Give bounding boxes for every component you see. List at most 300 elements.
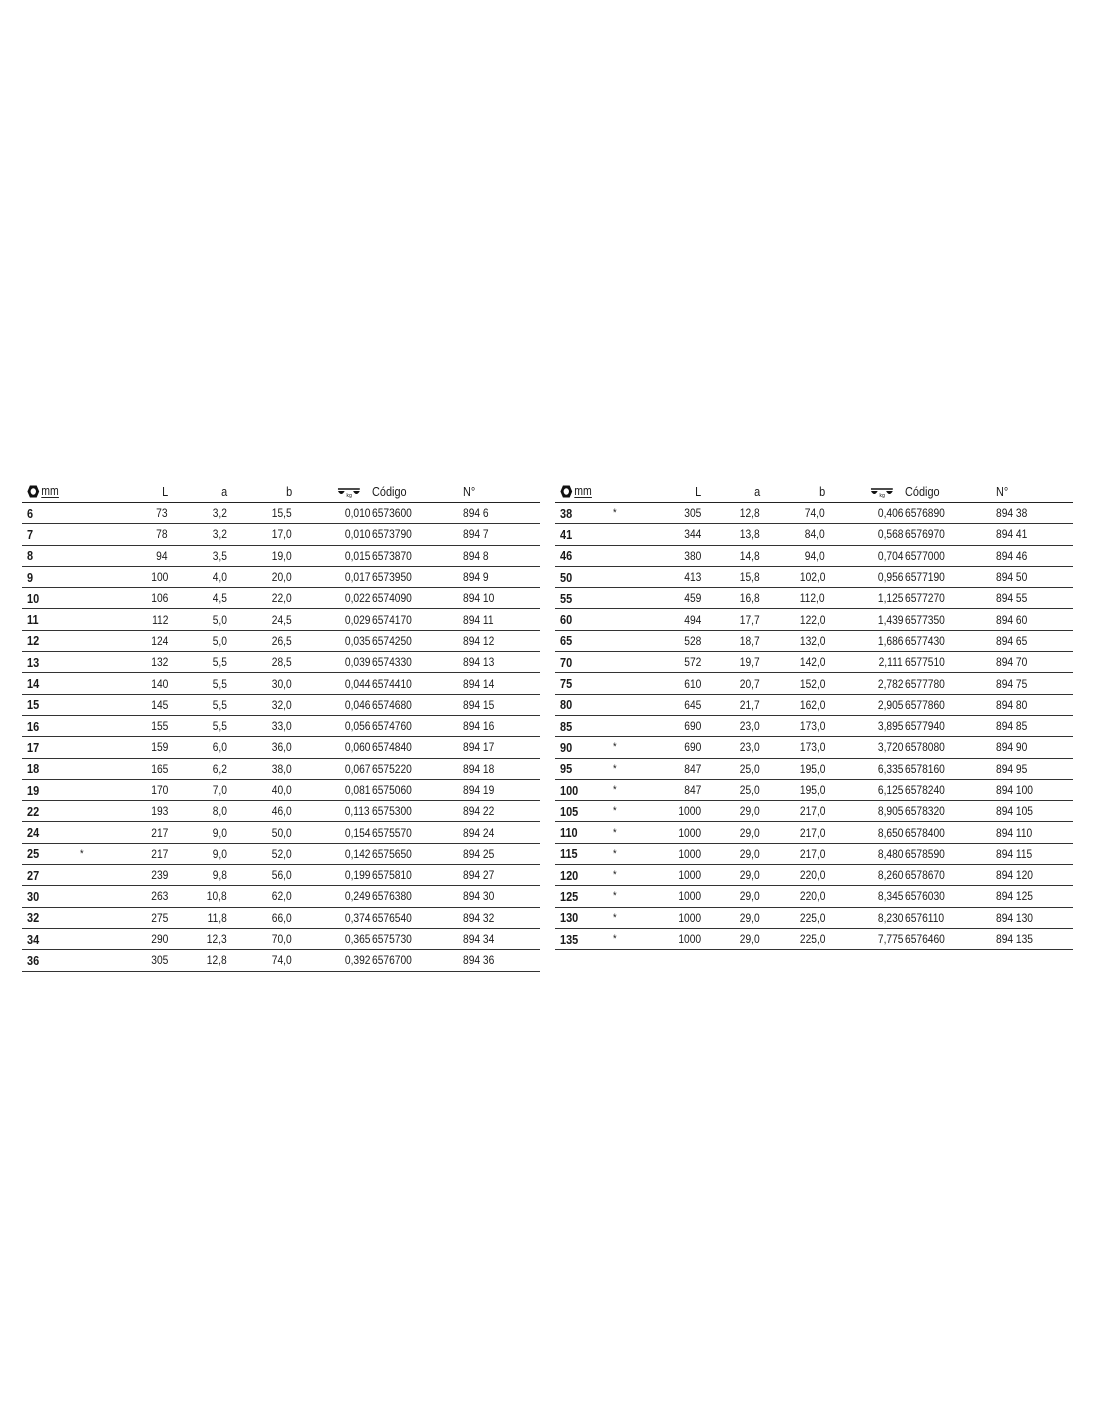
a-cell: 5,5: [212, 719, 227, 734]
codigo-cell: 6575220: [372, 761, 412, 776]
number-cell: 894 135: [996, 932, 1034, 947]
codigo-cell: 6573950: [372, 570, 412, 585]
weight-cell: 0,956: [877, 570, 903, 585]
L-cell: 572: [683, 655, 701, 670]
codigo-cell: 6575570: [372, 825, 412, 840]
a-cell: 12,3: [207, 932, 227, 947]
table-row: [555, 737, 1073, 758]
number-cell: 894 27: [463, 868, 495, 883]
size-cell: 34: [27, 931, 40, 947]
asterisk-marker: *: [613, 784, 617, 796]
table-row: [555, 886, 1073, 907]
b-cell: 15,5: [272, 506, 292, 521]
size-cell: 27: [27, 867, 40, 883]
b-cell: 142,0: [799, 655, 825, 670]
number-cell: 894 85: [996, 719, 1028, 734]
size-cell: 85: [560, 718, 573, 734]
size-cell: 100: [560, 782, 579, 798]
codigo-cell: 6575810: [372, 868, 412, 883]
table-header: [22, 481, 540, 503]
a-cell: 17,7: [740, 612, 760, 627]
size-cell: 16: [27, 718, 40, 734]
a-cell: 13,8: [740, 527, 760, 542]
L-cell: 132: [150, 655, 168, 670]
codigo-cell: 6578590: [905, 846, 945, 861]
asterisk-marker: *: [613, 741, 617, 754]
a-cell: 10,8: [207, 889, 227, 904]
table-row: [22, 822, 540, 843]
a-cell: 4,0: [212, 570, 227, 585]
codigo-cell: 6578080: [905, 740, 945, 755]
codigo-cell: 6573790: [372, 527, 412, 542]
weight-cell: 0,374: [344, 910, 370, 925]
weight-cell: 1,125: [877, 591, 903, 606]
table-row: [22, 652, 540, 673]
b-cell: 74,0: [805, 506, 825, 521]
L-cell: 344: [683, 527, 701, 542]
b-cell: 220,0: [799, 868, 825, 883]
asterisk-marker: *: [613, 890, 617, 903]
table-row: [22, 695, 540, 716]
b-cell: 19,0: [272, 548, 292, 563]
asterisk-marker: *: [613, 805, 617, 818]
number-cell: 894 9: [463, 570, 489, 585]
codigo-cell: 6577860: [905, 697, 945, 712]
asterisk-marker: *: [80, 847, 84, 860]
L-cell: 263: [150, 889, 168, 904]
size-cell: 13: [27, 654, 40, 670]
L-cell: 528: [683, 633, 701, 648]
size-cell: 80: [560, 697, 573, 713]
table-row: [22, 950, 540, 971]
L-cell: 239: [150, 868, 168, 883]
weight-cell: 6,335: [877, 761, 903, 776]
table-row: [22, 801, 540, 822]
L-column-header: L: [694, 484, 701, 499]
size-cell: 12: [27, 633, 40, 649]
asterisk-marker: *: [613, 507, 617, 520]
codigo-cell: 6575060: [372, 783, 412, 797]
table-header: [555, 481, 1073, 503]
b-cell: 173,0: [799, 740, 825, 755]
number-cell: 894 22: [463, 804, 495, 819]
b-cell: 84,0: [805, 527, 825, 542]
b-cell: 195,0: [799, 783, 825, 797]
number-cell: 894 11: [463, 612, 494, 627]
a-cell: 5,0: [212, 633, 227, 648]
number-cell: 894 13: [463, 655, 495, 670]
L-cell: 145: [150, 697, 168, 712]
codigo-cell: 6578320: [905, 804, 945, 819]
table-row: [22, 588, 540, 609]
size-column-header: [560, 481, 592, 502]
codigo-cell: 6576460: [905, 932, 945, 947]
table-row: [555, 503, 1073, 524]
table-row: [555, 929, 1073, 950]
table-row: [22, 865, 540, 886]
a-cell: 5,5: [212, 655, 227, 670]
table-body: [555, 503, 1073, 950]
L-cell: 1000: [678, 846, 701, 861]
a-cell: 29,0: [740, 804, 760, 819]
codigo-cell: 6577510: [905, 655, 945, 670]
table-row: [22, 524, 540, 545]
codigo-cell: 6573870: [372, 548, 412, 563]
asterisk-marker: *: [613, 826, 617, 839]
size-cell: 19: [27, 782, 40, 798]
table-row: [555, 588, 1073, 609]
asterisk-marker: *: [613, 869, 617, 882]
codigo-cell: 6577270: [905, 591, 945, 606]
b-column-header: b: [818, 484, 825, 499]
a-cell: 5,0: [212, 612, 227, 627]
codigo-column-header: Código: [905, 484, 940, 499]
weight-cell: 2,782: [877, 676, 903, 691]
weight-cell: 2,905: [877, 697, 903, 712]
a-cell: 3,2: [212, 527, 227, 542]
size-cell: 17: [27, 739, 40, 755]
svg-text:kg: kg: [879, 492, 885, 498]
number-cell: 894 60: [996, 612, 1028, 627]
weight-cell: 0,081: [344, 783, 370, 797]
size-cell: 115: [560, 846, 578, 862]
a-cell: 4,5: [212, 591, 227, 606]
codigo-cell: 6574090: [372, 591, 412, 606]
a-cell: 12,8: [740, 506, 760, 521]
number-cell: 894 75: [996, 676, 1028, 691]
L-cell: 459: [683, 591, 701, 606]
size-cell: 25: [27, 846, 40, 862]
b-cell: 20,0: [272, 570, 292, 585]
weight-cell: 3,720: [877, 740, 903, 755]
size-cell: 75: [560, 676, 573, 692]
size-cell: 46: [560, 548, 573, 564]
L-cell: 645: [683, 697, 701, 712]
table-row: [22, 503, 540, 524]
asterisk-marker: *: [613, 762, 617, 775]
weight-column-header: [337, 481, 364, 502]
table-row: [22, 631, 540, 652]
b-cell: 50,0: [272, 825, 292, 840]
L-cell: 112: [151, 612, 168, 627]
size-cell: 65: [560, 633, 573, 649]
weight-cell: 8,905: [877, 804, 903, 819]
b-cell: 40,0: [272, 783, 292, 797]
weight-cell: 0,017: [344, 570, 370, 585]
a-cell: 18,7: [740, 633, 760, 648]
table-row: [22, 929, 540, 950]
weight-cell: 0,029: [344, 612, 370, 627]
table-row: [555, 652, 1073, 673]
number-column-header: N°: [463, 484, 476, 499]
codigo-cell: 6576970: [905, 527, 945, 542]
number-cell: 894 46: [996, 548, 1028, 563]
size-cell: 105: [560, 803, 579, 819]
number-cell: 894 16: [463, 719, 495, 734]
size-cell: 10: [27, 590, 40, 606]
size-cell: 18: [27, 761, 40, 777]
L-cell: 1000: [678, 825, 701, 840]
codigo-cell: 6573600: [372, 506, 412, 521]
L-cell: 159: [150, 740, 168, 755]
L-cell: 1000: [678, 889, 701, 904]
number-cell: 894 8: [463, 548, 489, 563]
number-cell: 894 115: [996, 846, 1033, 861]
a-cell: 5,5: [212, 697, 227, 712]
codigo-cell: 6574680: [372, 697, 412, 712]
L-cell: 217: [150, 825, 168, 840]
weight-cell: 0,249: [344, 889, 370, 904]
weight-cell: 3,895: [877, 719, 903, 734]
table-row: [22, 716, 540, 737]
size-cell: 14: [27, 676, 40, 692]
codigo-cell: 6575650: [372, 846, 412, 861]
table-row: [555, 631, 1073, 652]
b-cell: 152,0: [799, 676, 825, 691]
codigo-cell: 6577430: [905, 633, 945, 648]
weight-cell: 0,044: [344, 676, 370, 691]
number-cell: 894 30: [463, 889, 495, 904]
a-cell: 23,0: [740, 719, 760, 734]
L-cell: 193: [150, 804, 168, 819]
table-row: [555, 801, 1073, 822]
b-cell: 52,0: [272, 846, 292, 861]
L-cell: 847: [683, 761, 701, 776]
a-cell: 6,0: [212, 740, 227, 755]
a-cell: 16,8: [740, 591, 760, 606]
table-row: [555, 780, 1073, 801]
codigo-cell: 6578400: [905, 825, 945, 840]
b-cell: 132,0: [799, 633, 825, 648]
size-cell: 70: [560, 654, 573, 670]
L-cell: 690: [683, 740, 701, 755]
size-cell: 24: [27, 825, 40, 841]
a-cell: 25,0: [740, 761, 760, 776]
a-column-header: a: [753, 484, 760, 499]
size-cell: 38: [560, 505, 573, 521]
weight-cell: 0,010: [344, 506, 370, 521]
size-cell: 15: [27, 697, 40, 713]
b-cell: 122,0: [799, 612, 825, 627]
number-cell: 894 100: [996, 783, 1034, 797]
table-row: [22, 673, 540, 694]
weight-cell: 1,686: [877, 633, 903, 648]
table-row: [22, 546, 540, 567]
weight-cell: 0,365: [344, 932, 370, 947]
asterisk-marker: *: [613, 911, 617, 924]
size-cell: 125: [560, 888, 579, 904]
L-cell: 73: [156, 506, 168, 521]
b-cell: 30,0: [272, 676, 292, 691]
L-cell: 170: [150, 783, 168, 797]
a-cell: 7,0: [212, 783, 227, 797]
codigo-column-header: Código: [372, 484, 407, 499]
codigo-cell: 6577190: [905, 570, 945, 585]
table-row: [555, 865, 1073, 886]
a-cell: 6,2: [212, 761, 227, 776]
number-cell: 894 110: [996, 825, 1033, 840]
size-cell: 6: [27, 505, 34, 521]
b-cell: 38,0: [272, 761, 292, 776]
table-row: [22, 908, 540, 929]
weight-scale-icon: [870, 486, 894, 498]
table-row: [555, 524, 1073, 545]
b-cell: 66,0: [272, 910, 292, 925]
codigo-cell: 6574250: [372, 633, 412, 648]
weight-cell: 8,480: [877, 846, 903, 861]
size-cell: 55: [560, 590, 573, 606]
table-row: [555, 759, 1073, 780]
L-cell: 290: [150, 932, 168, 947]
size-cell: 30: [27, 888, 40, 904]
weight-cell: 0,056: [344, 719, 370, 734]
codigo-cell: 6577000: [905, 548, 945, 563]
b-cell: 46,0: [272, 804, 292, 819]
weight-cell: 0,039: [344, 655, 370, 670]
number-cell: 894 125: [996, 889, 1034, 904]
table-body: [22, 503, 540, 972]
weight-cell: 6,125: [877, 783, 903, 797]
L-cell: 155: [150, 719, 168, 734]
b-cell: 28,5: [272, 655, 292, 670]
size-cell: 95: [560, 761, 573, 777]
size-cell: 135: [560, 931, 579, 947]
number-cell: 894 95: [996, 761, 1028, 776]
L-cell: 1000: [678, 932, 701, 947]
a-cell: 14,8: [740, 548, 760, 563]
size-unit-label: mm: [41, 483, 59, 498]
weight-cell: 0,010: [344, 527, 370, 542]
size-cell: 22: [27, 803, 40, 819]
table-row: [22, 737, 540, 758]
table-row: [22, 759, 540, 780]
number-cell: 894 41: [996, 527, 1028, 542]
b-cell: 217,0: [799, 846, 825, 861]
b-cell: 74,0: [272, 953, 292, 968]
b-cell: 32,0: [272, 697, 292, 712]
codigo-cell: 6577940: [905, 719, 945, 734]
weight-column-header: [870, 481, 897, 502]
number-cell: 894 19: [463, 783, 495, 797]
weight-cell: 0,046: [344, 697, 370, 712]
spec-table-right: [555, 481, 1073, 950]
size-unit-label: mm: [574, 483, 592, 498]
L-cell: 847: [683, 783, 701, 797]
number-cell: 894 120: [996, 868, 1034, 883]
table-row: [555, 546, 1073, 567]
size-cell: 36: [27, 952, 40, 968]
svg-text:kg: kg: [346, 492, 352, 498]
size-cell: 60: [560, 612, 573, 628]
number-cell: 894 18: [463, 761, 495, 776]
codigo-cell: 6576030: [905, 889, 945, 904]
asterisk-marker: *: [613, 847, 617, 860]
number-cell: 894 70: [996, 655, 1028, 670]
L-cell: 165: [150, 761, 168, 776]
table-row: [22, 567, 540, 588]
b-cell: 217,0: [799, 825, 825, 840]
weight-cell: 0,035: [344, 633, 370, 648]
number-cell: 894 17: [463, 740, 495, 755]
b-cell: 94,0: [805, 548, 825, 563]
size-cell: 32: [27, 910, 40, 926]
a-cell: 21,7: [740, 697, 760, 712]
weight-cell: 0,142: [344, 846, 370, 861]
L-cell: 1000: [678, 868, 701, 883]
table-row: [555, 908, 1073, 929]
codigo-cell: 6578240: [905, 783, 945, 797]
number-cell: 894 14: [463, 676, 495, 691]
table-row: [22, 886, 540, 907]
weight-cell: 2,111: [878, 655, 903, 670]
codigo-cell: 6576700: [372, 953, 412, 968]
b-cell: 217,0: [799, 804, 825, 819]
size-cell: 9: [27, 569, 34, 585]
L-cell: 94: [156, 548, 168, 563]
codigo-cell: 6576380: [372, 889, 412, 904]
number-cell: 894 34: [463, 932, 495, 947]
number-cell: 894 10: [463, 591, 495, 606]
codigo-cell: 6574170: [372, 612, 412, 627]
table-row: [555, 844, 1073, 865]
L-cell: 413: [683, 570, 701, 585]
weight-cell: 0,406: [877, 506, 903, 521]
weight-cell: 8,230: [877, 910, 903, 925]
table-row: [22, 780, 540, 801]
L-cell: 124: [150, 633, 168, 648]
weight-cell: 0,067: [344, 761, 370, 776]
table-row: [555, 716, 1073, 737]
hexagon-nut-icon: [27, 485, 40, 498]
L-cell: 380: [683, 548, 701, 563]
weight-cell: 7,775: [877, 932, 903, 947]
codigo-cell: 6575730: [372, 932, 412, 947]
number-cell: 894 130: [996, 910, 1034, 925]
weight-cell: 0,392: [344, 953, 370, 968]
b-cell: 162,0: [799, 697, 825, 712]
number-cell: 894 105: [996, 804, 1034, 819]
number-cell: 894 65: [996, 633, 1028, 648]
spec-table-left: [22, 481, 540, 972]
L-cell: 690: [683, 719, 701, 734]
size-column-header: [27, 481, 59, 502]
a-cell: 9,0: [212, 846, 227, 861]
codigo-cell: 6578160: [905, 761, 945, 776]
L-cell: 305: [150, 953, 168, 968]
L-cell: 140: [150, 676, 168, 691]
L-cell: 1000: [678, 910, 701, 925]
weight-cell: 0,113: [345, 804, 370, 819]
size-cell: 50: [560, 569, 573, 585]
number-cell: 894 12: [463, 633, 495, 648]
L-cell: 106: [150, 591, 168, 606]
a-cell: 20,7: [740, 676, 760, 691]
number-cell: 894 25: [463, 846, 495, 861]
b-cell: 195,0: [799, 761, 825, 776]
b-cell: 102,0: [799, 570, 825, 585]
hexagon-nut-icon: [560, 485, 573, 498]
b-cell: 56,0: [272, 868, 292, 883]
weight-cell: 1,439: [877, 612, 903, 627]
L-cell: 610: [683, 676, 701, 691]
codigo-cell: 6574760: [372, 719, 412, 734]
a-cell: 29,0: [740, 846, 760, 861]
a-cell: 3,5: [212, 548, 227, 563]
b-cell: 220,0: [799, 889, 825, 904]
number-cell: 894 24: [463, 825, 495, 840]
asterisk-marker: *: [613, 933, 617, 946]
b-cell: 22,0: [272, 591, 292, 606]
